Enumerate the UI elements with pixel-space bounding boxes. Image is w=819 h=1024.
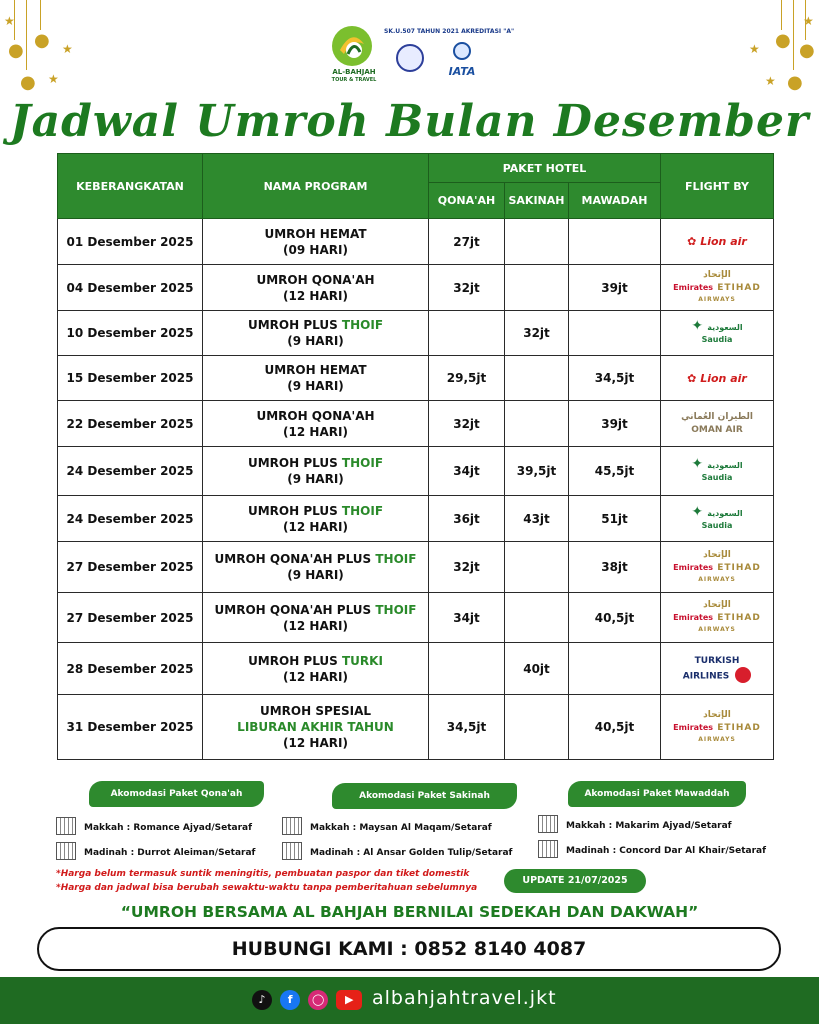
lantern-icon: ● bbox=[34, 30, 50, 51]
program-name: UMROH QONA'AH PLUS THOIF (9 HARI) bbox=[203, 542, 429, 593]
table-row bbox=[58, 593, 774, 643]
hotel-building-icon bbox=[56, 817, 76, 835]
website-link[interactable]: albahjahtravel.jkt bbox=[372, 987, 557, 1009]
tiktok-icon[interactable]: ♪ bbox=[252, 990, 272, 1010]
program-name: UMROH PLUS TURKI (12 HARI) bbox=[203, 643, 429, 695]
star-icon: ★ bbox=[4, 14, 15, 28]
price-qonaah: 29,5jt bbox=[429, 356, 505, 401]
price-sakinah: 32jt bbox=[505, 311, 569, 356]
airline-logo bbox=[661, 593, 774, 643]
emirates-etihad-logo: الإتحاد Emirates ETIHAD AIRWAYS bbox=[673, 709, 761, 743]
airline-logo bbox=[661, 643, 774, 695]
program-name: UMROH QONA'AH PLUS THOIF (12 HARI) bbox=[203, 593, 429, 643]
airline-logo bbox=[661, 401, 774, 447]
price-sakinah bbox=[505, 401, 569, 447]
lantern-icon: ● bbox=[20, 72, 36, 93]
price-mawadah: 51jt bbox=[569, 496, 661, 542]
program-name: UMROH PLUS THOIF (9 HARI) bbox=[203, 447, 429, 496]
star-icon: ★ bbox=[48, 72, 59, 86]
header-program: NAMA PROGRAM bbox=[203, 154, 429, 219]
price-sakinah bbox=[505, 593, 569, 643]
departure-date: 27 Desember 2025 bbox=[58, 593, 203, 643]
qonaah-madinah: Madinah : Durrot Aleiman/Setaraf bbox=[84, 848, 256, 858]
departure-date: 04 Desember 2025 bbox=[58, 265, 203, 311]
program-name: UMROH HEMAT (09 HARI) bbox=[203, 219, 429, 265]
departure-date: 31 Desember 2025 bbox=[58, 695, 203, 760]
program-name: UMROH SPESIAL LIBURAN AKHIR TAHUN (12 HARI) bbox=[203, 695, 429, 760]
accommodation-qonaah-badge: Akomodasi Paket Qona'ah bbox=[89, 781, 264, 807]
departure-date: 27 Desember 2025 bbox=[58, 542, 203, 593]
social-icons bbox=[252, 989, 365, 1011]
table-row bbox=[58, 265, 774, 311]
lantern-icon: ● bbox=[775, 30, 791, 51]
globe-icon bbox=[453, 42, 471, 60]
table-row bbox=[58, 496, 774, 542]
lantern-icon: ● bbox=[799, 40, 815, 61]
emirates-etihad-logo: الإتحاد Emirates ETIHAD AIRWAYS bbox=[673, 600, 761, 633]
star-icon: ★ bbox=[62, 42, 73, 56]
price-qonaah: 36jt bbox=[429, 496, 505, 542]
airline-logo bbox=[661, 496, 774, 542]
lion-air-logo: ✿ Lion air bbox=[687, 371, 747, 385]
youtube-icon[interactable]: ▶ bbox=[336, 990, 362, 1010]
hotel-building-icon bbox=[282, 842, 302, 860]
price-sakinah: 43jt bbox=[505, 496, 569, 542]
hotel-building-icon bbox=[282, 817, 302, 835]
header-hotel-package: PAKET HOTEL bbox=[429, 154, 661, 183]
hotel-building-icon bbox=[56, 842, 76, 860]
departure-date: 22 Desember 2025 bbox=[58, 401, 203, 447]
table-row bbox=[58, 219, 774, 265]
header-qonaah: QONA'AH bbox=[429, 183, 505, 219]
star-icon: ★ bbox=[765, 74, 776, 88]
mawaddah-madinah: Madinah : Concord Dar Al Khair/Setaraf bbox=[566, 846, 766, 856]
price-qonaah: 32jt bbox=[429, 265, 505, 311]
airline-logo bbox=[661, 219, 774, 265]
program-name: UMROH HEMAT (9 HARI) bbox=[203, 356, 429, 401]
price-sakinah bbox=[505, 542, 569, 593]
price-qonaah: 34,5jt bbox=[429, 695, 505, 760]
table-row bbox=[58, 311, 774, 356]
price-qonaah: 32jt bbox=[429, 401, 505, 447]
departure-date: 24 Desember 2025 bbox=[58, 447, 203, 496]
price-mawadah: 40,5jt bbox=[569, 593, 661, 643]
saudia-logo: ✦ السعودية Saudia bbox=[691, 503, 743, 530]
airline-logo bbox=[661, 265, 774, 311]
contact-phone[interactable]: HUBUNGI KAMI : 0852 8140 4087 bbox=[37, 927, 781, 971]
price-qonaah bbox=[429, 643, 505, 695]
price-mawadah: 39jt bbox=[569, 265, 661, 311]
lantern-icon: ● bbox=[787, 72, 803, 93]
oman-air-logo: الطيران العُماني OMAN AIR bbox=[681, 411, 753, 435]
price-qonaah: 34jt bbox=[429, 447, 505, 496]
price-sakinah: 40jt bbox=[505, 643, 569, 695]
slogan: “UMROH BERSAMA AL BAHJAH BERNILAI SEDEKAH DAN DAKWAH” bbox=[120, 903, 699, 921]
kemenag-seal-icon bbox=[396, 44, 424, 72]
emirates-etihad-logo: الإتحاد Emirates ETIHAD AIRWAYS bbox=[673, 549, 761, 583]
price-mawadah: 39jt bbox=[569, 401, 661, 447]
departure-date: 15 Desember 2025 bbox=[58, 356, 203, 401]
qonaah-makkah: Makkah : Romance Ajyad/Setaraf bbox=[84, 823, 252, 833]
emirates-etihad-logo: الإتحاد Emirates ETIHAD AIRWAYS bbox=[673, 270, 761, 303]
lantern-decoration-right bbox=[729, 0, 819, 110]
header-departure: KEBERANGKATAN bbox=[58, 154, 203, 219]
page-title: Jadwal Umroh Bulan Desember bbox=[9, 96, 810, 147]
price-sakinah bbox=[505, 356, 569, 401]
accommodation-sakinah-badge: Akomodasi Paket Sakinah bbox=[332, 783, 517, 809]
program-name: UMROH QONA'AH (12 HARI) bbox=[203, 265, 429, 311]
departure-date: 10 Desember 2025 bbox=[58, 311, 203, 356]
header-mawadah: MAWADAH bbox=[569, 183, 661, 219]
sakinah-makkah: Makkah : Maysan Al Maqam/Setaraf bbox=[310, 823, 492, 833]
saudia-logo: ✦ السعودية Saudia bbox=[691, 456, 743, 482]
departure-date: 01 Desember 2025 bbox=[58, 219, 203, 265]
price-mawadah: 38jt bbox=[569, 542, 661, 593]
table-row bbox=[58, 356, 774, 401]
mawaddah-makkah: Makkah : Makarim Ajyad/Setaraf bbox=[566, 821, 732, 831]
schedule-table bbox=[57, 153, 774, 760]
price-sakinah bbox=[505, 219, 569, 265]
sakinah-madinah: Madinah : Al Ansar Golden Tulip/Setaraf bbox=[310, 848, 513, 858]
airline-logo bbox=[661, 447, 774, 496]
star-icon: ★ bbox=[803, 14, 814, 28]
price-sakinah bbox=[505, 695, 569, 760]
airline-logo bbox=[661, 695, 774, 760]
instagram-icon[interactable]: ◯ bbox=[308, 990, 328, 1010]
departure-date: 28 Desember 2025 bbox=[58, 643, 203, 695]
facebook-icon[interactable]: f bbox=[280, 990, 300, 1010]
program-name: UMROH PLUS THOIF (12 HARI) bbox=[203, 496, 429, 542]
update-badge: UPDATE 21/07/2025 bbox=[504, 869, 646, 893]
header-sakinah: SAKINAH bbox=[505, 183, 569, 219]
note-line-2: *Harga dan jadwal bisa berubah sewaktu-waktu tanpa pemberitahuan sebelumnya bbox=[56, 883, 478, 893]
saudia-logo: ✦ السعودية Saudia bbox=[691, 318, 743, 344]
brand-name: AL-BAHJAH TOUR & TRAVEL bbox=[331, 68, 377, 83]
price-mawadah bbox=[569, 643, 661, 695]
price-qonaah: 27jt bbox=[429, 219, 505, 265]
airline-logo bbox=[661, 356, 774, 401]
footer-bar bbox=[0, 977, 819, 1024]
iata-logo: IATA bbox=[442, 42, 482, 78]
note-line-1: *Harga belum termasuk suntik meningitis, pembuatan paspor dan tiket domestik bbox=[56, 869, 470, 879]
price-sakinah bbox=[505, 265, 569, 311]
table-row bbox=[58, 447, 774, 496]
turkish-airlines-logo: TURKISH AIRLINES bbox=[661, 654, 773, 683]
price-mawadah: 45,5jt bbox=[569, 447, 661, 496]
program-name: UMROH PLUS THOIF (9 HARI) bbox=[203, 311, 429, 356]
program-name: UMROH QONA'AH (12 HARI) bbox=[203, 401, 429, 447]
price-sakinah: 39,5jt bbox=[505, 447, 569, 496]
price-mawadah bbox=[569, 219, 661, 265]
table-row bbox=[58, 542, 774, 593]
departure-date: 24 Desember 2025 bbox=[58, 496, 203, 542]
star-icon: ★ bbox=[749, 42, 760, 56]
price-mawadah: 40,5jt bbox=[569, 695, 661, 760]
brand-logos bbox=[330, 22, 550, 82]
hotel-building-icon bbox=[538, 815, 558, 833]
table-row bbox=[58, 401, 774, 447]
lantern-icon: ● bbox=[8, 40, 24, 61]
accreditation-text: SK.U.507 TAHUN 2021 AKREDITASI "A" bbox=[384, 28, 515, 35]
price-qonaah: 32jt bbox=[429, 542, 505, 593]
airline-logo bbox=[661, 311, 774, 356]
price-qonaah: 34jt bbox=[429, 593, 505, 643]
albahjah-logo-icon bbox=[330, 24, 374, 68]
hotel-building-icon bbox=[538, 840, 558, 858]
price-qonaah bbox=[429, 311, 505, 356]
airline-logo bbox=[661, 542, 774, 593]
lantern-decoration-left bbox=[0, 0, 90, 110]
accommodation-mawaddah-badge: Akomodasi Paket Mawaddah bbox=[568, 781, 746, 807]
lion-air-logo: ✿ Lion air bbox=[687, 235, 747, 248]
header-flight: FLIGHT BY bbox=[661, 154, 774, 219]
table-row bbox=[58, 643, 774, 695]
price-mawadah: 34,5jt bbox=[569, 356, 661, 401]
price-mawadah bbox=[569, 311, 661, 356]
table-row bbox=[58, 695, 774, 760]
